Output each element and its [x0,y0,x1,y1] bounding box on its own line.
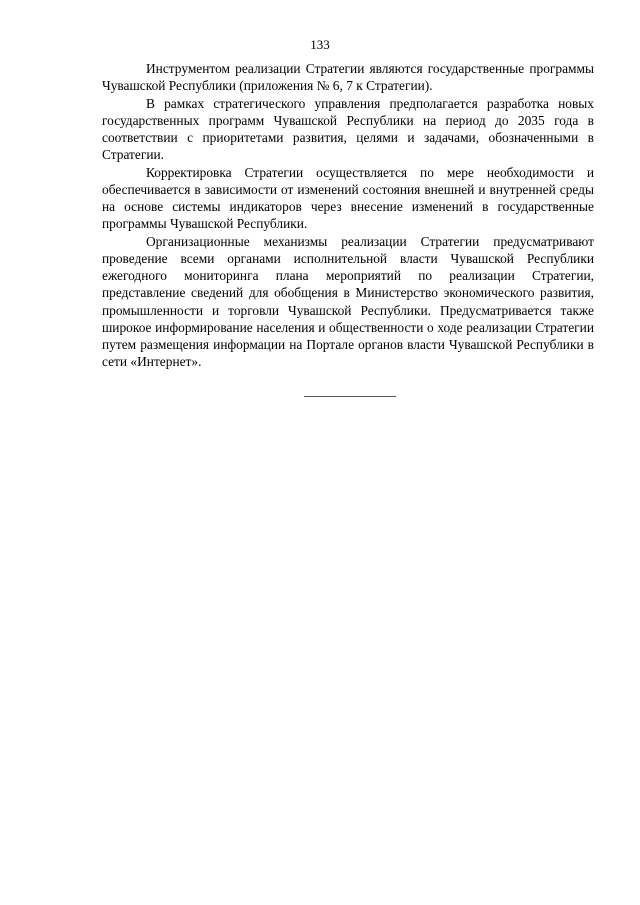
end-divider [304,396,396,397]
document-body [102,60,594,371]
paragraph-implementation-tools: Инструментом реализации Стратегии являются государственные программы Чувашской Республики (приложения № 6, 7 к Стратегии). [102,61,594,94]
paragraph-strategy-adjustment: Корректировка Стратегии осуществляется по мере необходимости и обеспечивается в зависимости от изменений состояния внешней и внутренней среды на основе системы индикаторов через внесение изменений в государственные программы Чувашской Республики. [102,164,594,232]
page-number: 133 [310,37,330,52]
paragraph-new-programs: В рамках стратегического управления предполагается разработка новых государственных программ Чувашской Республики на период до 2035 года в соответствии с приоритетами развития, целями и задачами, обозначенными в Стратегии. [102,95,594,163]
paragraph-organizational-mechanisms: Организационные механизмы реализации Стратегии предусматривают проведение всеми органами исполнительной власти Чувашской Республики ежегодного мониторинга плана мероприятий по реализации Стратегии, представление сведений для обобщения в Министерство экономического развития, промышленности и торговли Чувашской Республики. Предусматривается также широкое информирование населения и общественности о ходе реализации Стратегии путем размещения информации на Портале органов власти Чувашской Республики в сети «Интернет». [102,233,594,370]
